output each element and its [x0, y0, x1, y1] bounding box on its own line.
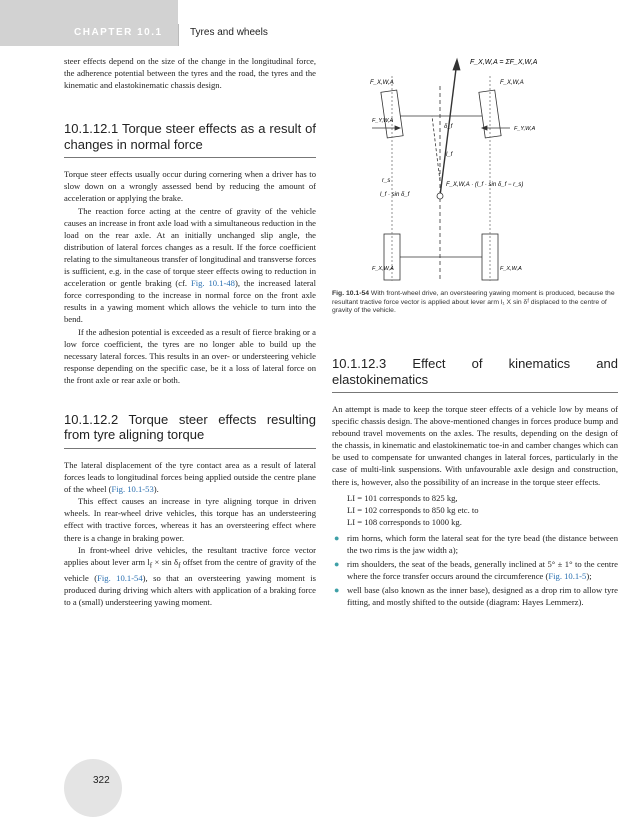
label-rear-left: F_X,W,A	[372, 266, 394, 272]
rim-feature-list	[332, 532, 618, 609]
label-rs: r_s	[382, 178, 391, 184]
label-rear-right: F_X,W,A	[500, 266, 522, 272]
figure-link[interactable]: Fig. 10.1-5	[548, 571, 587, 582]
list-item: ● rim horns, which form the lateral seat for the tyre bead (the distance between the two rims is the jaw width a);	[334, 532, 618, 556]
label-front-right-force: F_X,W,A	[500, 80, 524, 86]
page-number: 322	[93, 775, 110, 786]
load-index-line: LI = 108 corresponds to 1000 kg.	[347, 516, 462, 527]
label-lever-arm: l_f · sin δ_f	[380, 192, 410, 198]
header-chapter-box	[0, 0, 178, 46]
section-heading-10-1-12-3: 10.1.12.3 Effect of kinematics and elastokinematics	[332, 356, 618, 393]
figure-link[interactable]: Fig. 10.1-53	[111, 484, 154, 495]
list-item: ● well base (also known as the inner base), designed as a drop rim to allow tyre fitting, and mostly shifted to the outside (diagram: Hayes Lemmerz).	[334, 585, 618, 608]
paragraph: This effect causes an increase in tyre aligning torque in driven wheels. In rear-wheel drive vehicles, this torque has an understeering effect with tractive forces, whereas it has an oversteering effect where there is a change in braking power.	[64, 496, 316, 543]
intro-paragraph: steer effects depend on the size of the change in the longitudinal force, the adherence potential between the tyres and the road, the tyres and the kinematic and elastokinematic chassis design.	[64, 56, 316, 91]
label-delta: δ_f	[444, 124, 453, 130]
figure-caption: Fig. 10.1-54 With front-wheel drive, an oversteering yawing moment is produced, because the resultant tractive force vector is applied about lever arm l₁ X sin δᶠ displaced to the centre of gravity of the vehicle.	[332, 290, 615, 315]
bullet-icon: ●	[334, 585, 340, 596]
header-chapter: CHAPTER 10.1	[74, 27, 163, 38]
label-top-force: F_X,W,A = ΣF_X,W,A	[470, 59, 538, 66]
left-column	[64, 55, 316, 608]
label-lf: l_f	[446, 152, 453, 158]
section-heading-10-1-12-2: 10.1.12.2 Torque steer effects resulting from tyre aligning torque	[64, 412, 316, 449]
lever-line	[432, 116, 440, 181]
right-column	[332, 356, 618, 611]
section-heading-10-1-12-1: 10.1.12.1 Torque steer effects as a result of changes in normal force	[64, 121, 316, 158]
paragraph: An attempt is made to keep the torque steer effects of a vehicle low by means of specific chassis design. The above-mentioned changes in forces produce bump and rebound travel movements on the axles. The results, depending on the design of the chassis, in kinematic and elastokinematic toe-in and camber changes which can be used to compensate for unwanted changes in lateral forces, particularly in the case of multi-link suspensions. With unfavourable axle design and construction, there is, however, also the possibility of an increase in the torque steer effects.	[332, 404, 618, 487]
paragraph: The reaction force acting at the centre of gravity of the vehicle causes an increase in front axle load with a simultaneous reduction in the load on the rear axle. At an initially unchanged slip angle, the distribution of lateral forces changes as a result. If the force coefficient relating to the simultaneous transfer of longitudinal and transverse forces is sufficient, e.g. in the case of torque steer effects owing to reduction in acceleration or gentle braking (cf. Fig. 10.1-48), the increased lateral force corresponding to the increase in normal force on the front axle results in a yawing moment which allows the vehicle to turn into the bend.	[64, 205, 316, 325]
paragraph: In front-wheel drive vehicles, the resultant tractive force vector applies about lever arm $l_f \times \sin \delta_f$ offset from the centre of gravity of the vehicle (Fig. 10.1-54), so that an oversteering yawing moment is produced during driving which alters with application of a braking force to a (small) understeering yawing moment.	[64, 544, 317, 607]
paragraph: If the adhesion potential is exceeded as a result of fierce braking or a low force coefficient, the tyres are no longer able to build up the necessary lateral forces. This results in an over- or understeering vehicle response depending on the specific case, be it a loss of lateral force on the front axle or rear axle or both.	[64, 326, 316, 385]
figure-link[interactable]: Fig. 10.1-54	[97, 572, 143, 583]
bullet-icon: ●	[334, 532, 340, 543]
load-index-line: LI = 101 corresponds to 825 kg,	[347, 492, 458, 503]
paragraph: The lateral displacement of the tyre contact area as a result of lateral forces leads to longitudinal forces being applied outside the centre plane of the wheel (Fig. 10.1-53).	[64, 459, 316, 495]
paragraph: Torque steer effects usually occur during cornering when a driver has to slow down on a wrongly assessed bend by reducing the amount of acceleration or applying the brake.	[64, 169, 316, 204]
label-front-left-force: F_X,W,A	[370, 80, 394, 86]
label-lateral-right: F_Y,W,A	[514, 126, 536, 132]
list-item: ● rim shoulders, the seat of the beads, generally inclined at 5° ± 1° to the centre where the force transfer occurs around the circumference (Fig. 10.1-5);	[334, 559, 618, 582]
figure-link[interactable]: Fig. 10.1-48	[190, 278, 235, 289]
label-tractive-moment: F_X,W,A · (l_f · sin δ_f − r_s)	[446, 182, 524, 188]
load-index-list	[332, 492, 618, 528]
header-divider	[178, 24, 179, 46]
header-title: Tyres and wheels	[190, 27, 268, 38]
label-lateral-left: F_Y,W,A	[372, 118, 394, 124]
page-number-circle	[64, 759, 122, 817]
bullet-icon: ●	[334, 559, 340, 570]
load-index-line: LI = 102 corresponds to 850 kg etc. to	[347, 504, 479, 515]
figure-10-1-54	[332, 56, 622, 286]
centre-of-gravity	[437, 193, 443, 199]
